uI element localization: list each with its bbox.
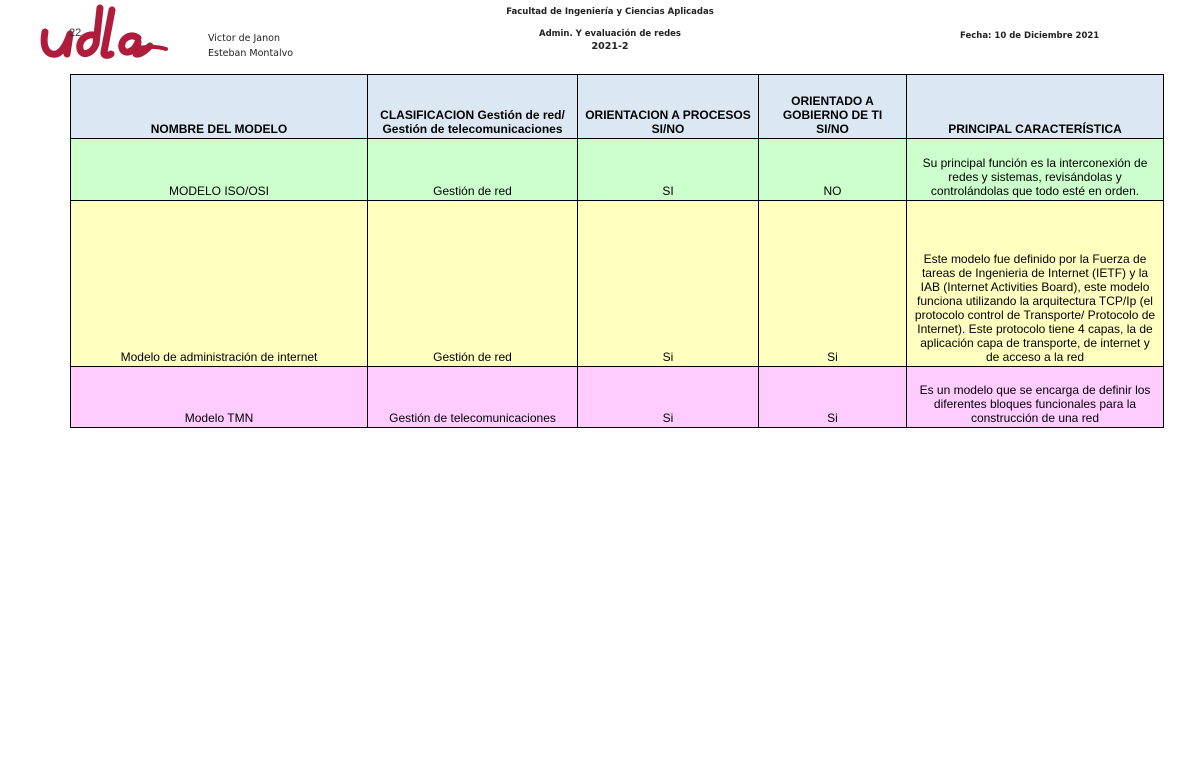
author-name: Esteban Montalvo — [208, 48, 294, 59]
table-row — [71, 201, 1164, 367]
cell-orientacion: Si — [578, 367, 759, 428]
table-row — [71, 139, 1164, 201]
academic-period: 2021-2 — [591, 41, 629, 52]
page-number: 22 — [69, 27, 82, 39]
table-row — [71, 367, 1164, 428]
course-header — [480, 6, 740, 54]
cell-orientacion: Si — [578, 201, 759, 367]
author-name: Victor de Janon — [208, 33, 280, 44]
authors — [208, 31, 293, 61]
cell-clasificacion: Gestión de telecomunicaciones — [368, 367, 578, 428]
cell-nombre: MODELO ISO/OSI — [71, 139, 368, 201]
document-date: Fecha: 10 de Diciembre 2021 — [960, 31, 1100, 41]
cell-caracteristica: Su principal función es la interconexión de redes y sistemas, revisándolas y controlándolas que todo esté en orden. — [907, 139, 1164, 201]
cell-nombre: Modelo TMN — [71, 367, 368, 428]
column-header-gobierno: ORIENTADO A GOBIERNO DE TI SI/NO — [759, 75, 907, 139]
course-name: Admin. Y evaluación de redes — [538, 29, 681, 39]
cell-clasificacion: Gestión de red — [368, 201, 578, 367]
cell-orientacion: SI — [578, 139, 759, 201]
cell-clasificacion: Gestión de red — [368, 139, 578, 201]
cell-gobierno: Si — [759, 201, 907, 367]
faculty-name: Facultad de Ingeniería y Ciencias Aplicadas — [506, 7, 714, 17]
column-header-caracteristica: PRINCIPAL CARACTERÍSTICA — [907, 75, 1164, 139]
column-header-nombre: NOMBRE DEL MODELO — [71, 75, 368, 139]
cell-caracteristica: Este modelo fue definido por la Fuerza de tareas de Ingenieria de Internet (IETF) y la IAB (Internet Activities Board), este modelo funciona utilizando la arquitectura TCP/Ip (el protocolo control de Transporte/ Protocolo de Internet). Este protocolo tiene 4 capas, la de aplicación capa de transporte, de internet y de acceso a la red — [907, 201, 1164, 367]
cell-caracteristica: Es un modelo que se encarga de definir los diferentes bloques funcionales para la construcción de una red — [907, 367, 1164, 428]
table-header-row — [71, 75, 1164, 139]
network-models-table — [70, 74, 1164, 428]
cell-gobierno: NO — [759, 139, 907, 201]
column-header-orientacion: ORIENTACION A PROCESOS SI/NO — [578, 75, 759, 139]
cell-gobierno: Si — [759, 367, 907, 428]
udla-logo — [40, 2, 170, 64]
cell-nombre: Modelo de administración de internet — [71, 201, 368, 367]
column-header-clasificacion: CLASIFICACION Gestión de red/ Gestión de telecomunicaciones — [368, 75, 578, 139]
